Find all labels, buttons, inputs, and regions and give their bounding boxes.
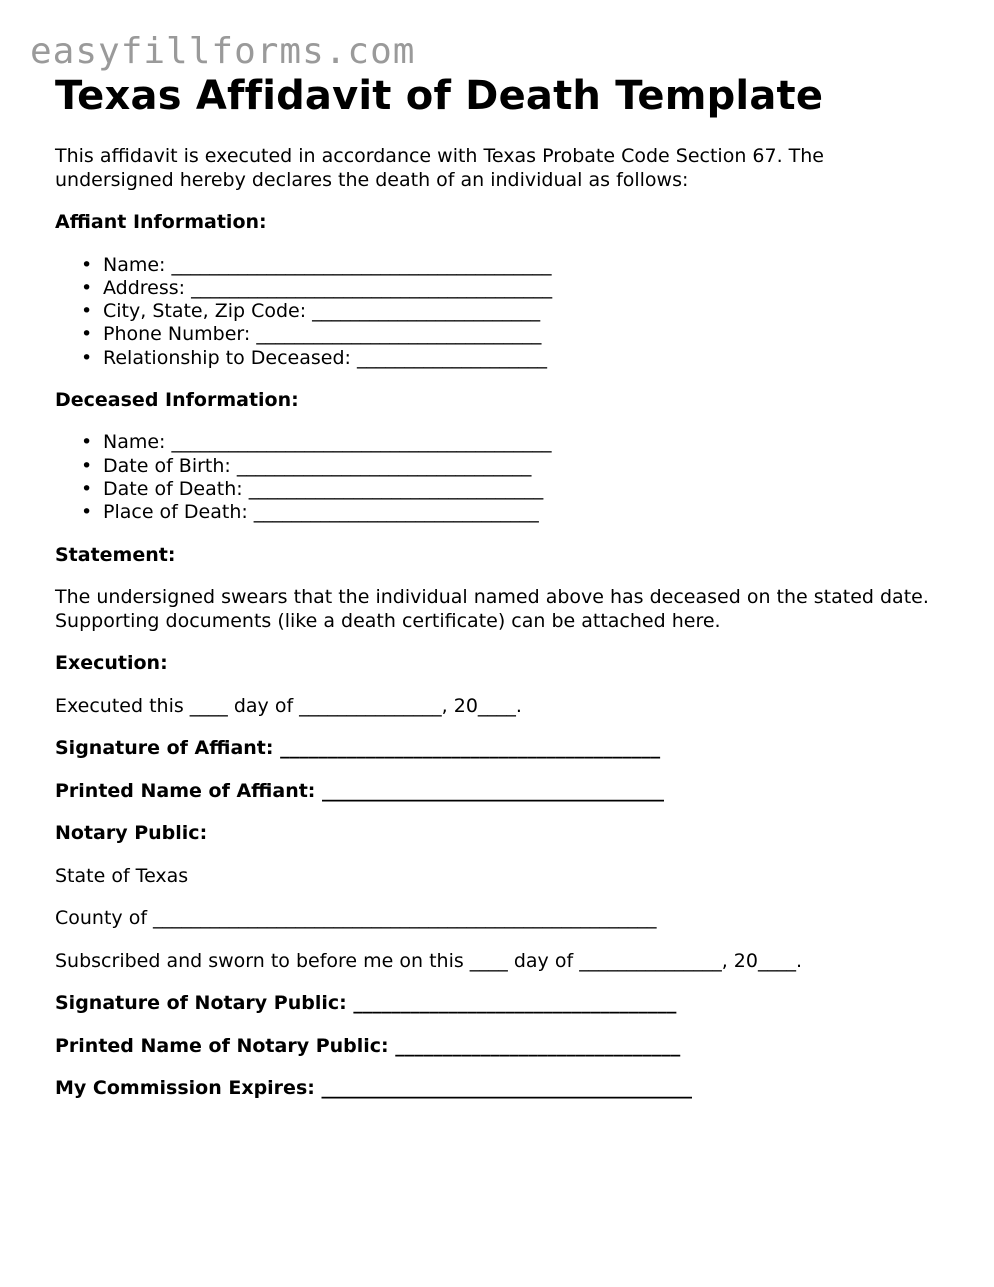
list-item xyxy=(81,253,935,277)
affiant-heading: Affiant Information: xyxy=(55,211,267,233)
bullet-icon: • xyxy=(81,478,93,501)
notary-county-line: County of _____________________________________________________ xyxy=(55,907,657,930)
affiant-address-field: Address: ______________________________________ xyxy=(103,276,553,299)
list-item xyxy=(81,300,935,323)
notary-commission-line: My Commission Expires: _______________________________________ xyxy=(55,1077,692,1100)
notary-signature-line: Signature of Notary Public: __________________________________ xyxy=(55,992,677,1015)
list-item xyxy=(81,276,935,300)
notary-subscribed-line: Subscribed and sworn to before me on this ____ day of _______________, 20____. xyxy=(55,949,802,972)
statement-heading: Statement: xyxy=(55,543,176,566)
affiant-relationship-field: Relationship to Deceased: ____________________ xyxy=(103,346,547,369)
bullet-icon: • xyxy=(81,300,93,323)
bullet-icon: • xyxy=(81,276,93,299)
list-item xyxy=(81,431,935,454)
watermark-logo: easyfillforms.com xyxy=(30,31,416,72)
bullet-icon: • xyxy=(81,501,93,524)
deceased-birth-field: Date of Birth: _______________________________ xyxy=(103,454,532,477)
affiant-signature-line: Signature of Affiant: ________________________________________ xyxy=(55,737,661,760)
notary-state: State of Texas xyxy=(55,864,189,887)
page-title: Texas Affidavit of Death Template xyxy=(55,73,824,119)
affiant-city-field: City, State, Zip Code: ________________________ xyxy=(103,300,541,323)
deceased-list xyxy=(55,431,935,524)
notary-printed-name-line: Printed Name of Notary Public: ______________________________ xyxy=(55,1034,681,1057)
executed-date-line: Executed this ____ day of _______________, 20____. xyxy=(55,694,522,717)
affidavit-document xyxy=(55,72,935,1101)
execution-heading: Execution: xyxy=(55,652,168,675)
bullet-icon: • xyxy=(81,454,93,477)
affiant-name-field: Name: ________________________________________ xyxy=(103,253,552,276)
statement-paragraph: The undersigned swears that the individual named above has deceased on the stated date. Supporting documents (like a death certificate) can be attached here. xyxy=(55,586,929,632)
list-item xyxy=(81,478,935,501)
affiant-printed-name-line: Printed Name of Affiant: ____________________________________ xyxy=(55,779,665,802)
affiant-phone-field: Phone Number: ______________________________ xyxy=(103,323,542,346)
list-item xyxy=(81,346,935,370)
list-item xyxy=(81,501,935,524)
list-item xyxy=(81,454,935,478)
bullet-icon: • xyxy=(81,431,93,454)
bullet-icon: • xyxy=(81,346,93,369)
deceased-death-place-field: Place of Death: ______________________________ xyxy=(103,501,539,524)
affiant-list xyxy=(55,254,935,370)
notary-heading: Notary Public: xyxy=(55,822,208,845)
bullet-icon: • xyxy=(81,323,93,346)
deceased-heading: Deceased Information: xyxy=(55,388,299,411)
deceased-name-field: Name: ________________________________________ xyxy=(103,431,552,454)
list-item xyxy=(81,323,935,346)
intro-paragraph: This affidavit is executed in accordance with Texas Probate Code Section 67. The undersigned hereby declares the death of an individual as follows: xyxy=(55,145,824,191)
deceased-death-date-field: Date of Death: _______________________________ xyxy=(103,478,544,501)
bullet-icon: • xyxy=(81,253,93,276)
